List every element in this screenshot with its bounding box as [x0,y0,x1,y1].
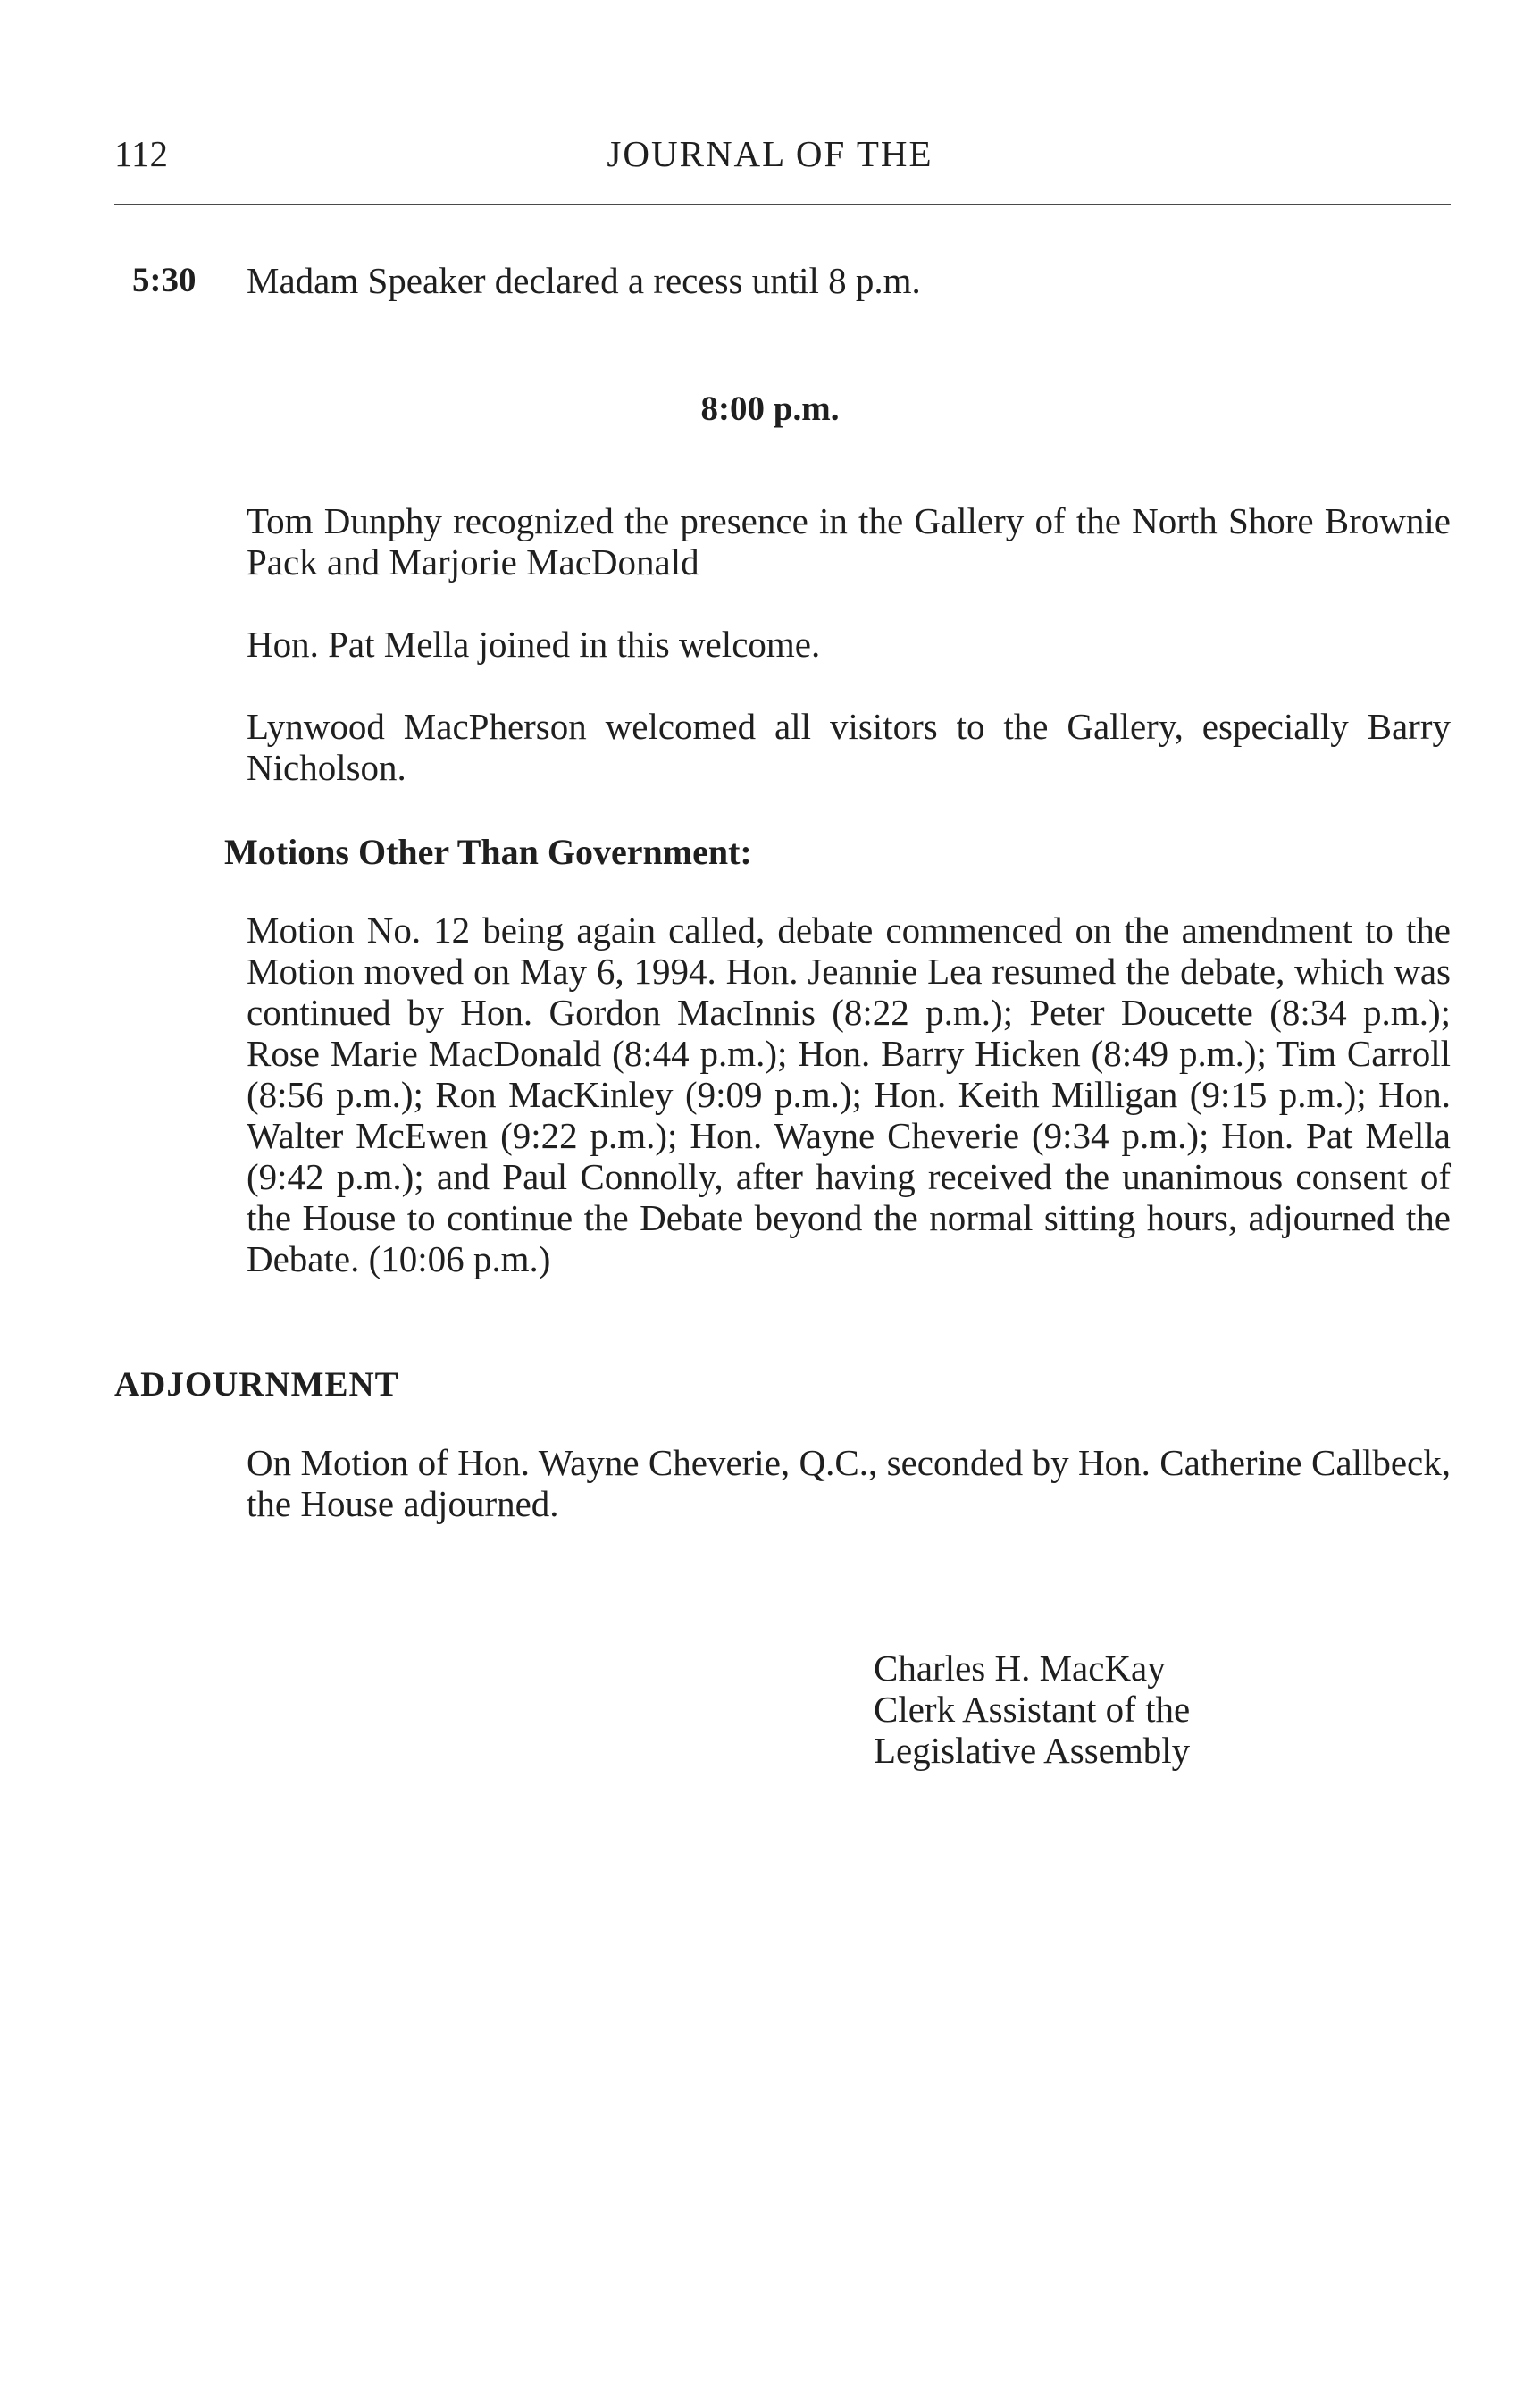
running-header: JOURNAL OF THE [607,133,933,174]
motion-debate-paragraph: Motion No. 12 being again called, debate commenced on the amendment to the Motion moved on May 6, 1994. Hon. Jeannie Lea resumed the debate, which was continued by Hon. Gordon MacInnis (8:22 p.m.); Peter Doucette (8:34 p.m.); Rose Marie MacDonald (8:44 p.m.); Hon. Barry Hicken (8:49 p.m.); Tim Carroll (8:56 p.m.); Ron MacKinley (9:09 p.m.); Hon. Keith Milligan (9:15 p.m.); Hon. Walter McEwen (9:22 p.m.); Hon. Wayne Cheverie (9:34 p.m.); Hon. Pat Mella (9:42 p.m.); and Paul Connolly, after having received the unanimous consent of the House to continue the Debate beyond the normal sitting hours, adjourned the Debate. (10:06 p.m.) [247,910,1451,1279]
recess-text: Madam Speaker declared a recess until 8 p.m. [247,260,921,301]
adjournment-heading: ADJOURNMENT [114,1365,399,1404]
page-number: 112 [114,133,168,174]
adjournment-paragraph: On Motion of Hon. Wayne Cheverie, Q.C., seconded by Hon. Catherine Callbeck, the House adjourned. [247,1442,1451,1524]
signatory-title-line-1: Clerk Assistant of the [874,1689,1191,1730]
header-rule [114,204,1451,205]
motions-section-heading: Motions Other Than Government: [224,832,752,872]
signatory-name: Charles H. MacKay [874,1648,1166,1689]
welcome-paragraph: Hon. Pat Mella joined in this welcome. [247,624,821,665]
signature-block [874,1648,1190,1771]
recess-time-label: 5:30 [132,261,197,299]
signatory-title-line-2: Legislative Assembly [874,1730,1191,1771]
gallery-recognition-paragraph: Tom Dunphy recognized the presence in the Gallery of the North Shore Brownie Pack and Marjorie MacDonald [247,500,1451,583]
visitors-welcome-paragraph: Lynwood MacPherson welcomed all visitors to the Gallery, especially Barry Nicholson. [247,706,1451,788]
evening-session-time: 8:00 p.m. [700,390,840,428]
